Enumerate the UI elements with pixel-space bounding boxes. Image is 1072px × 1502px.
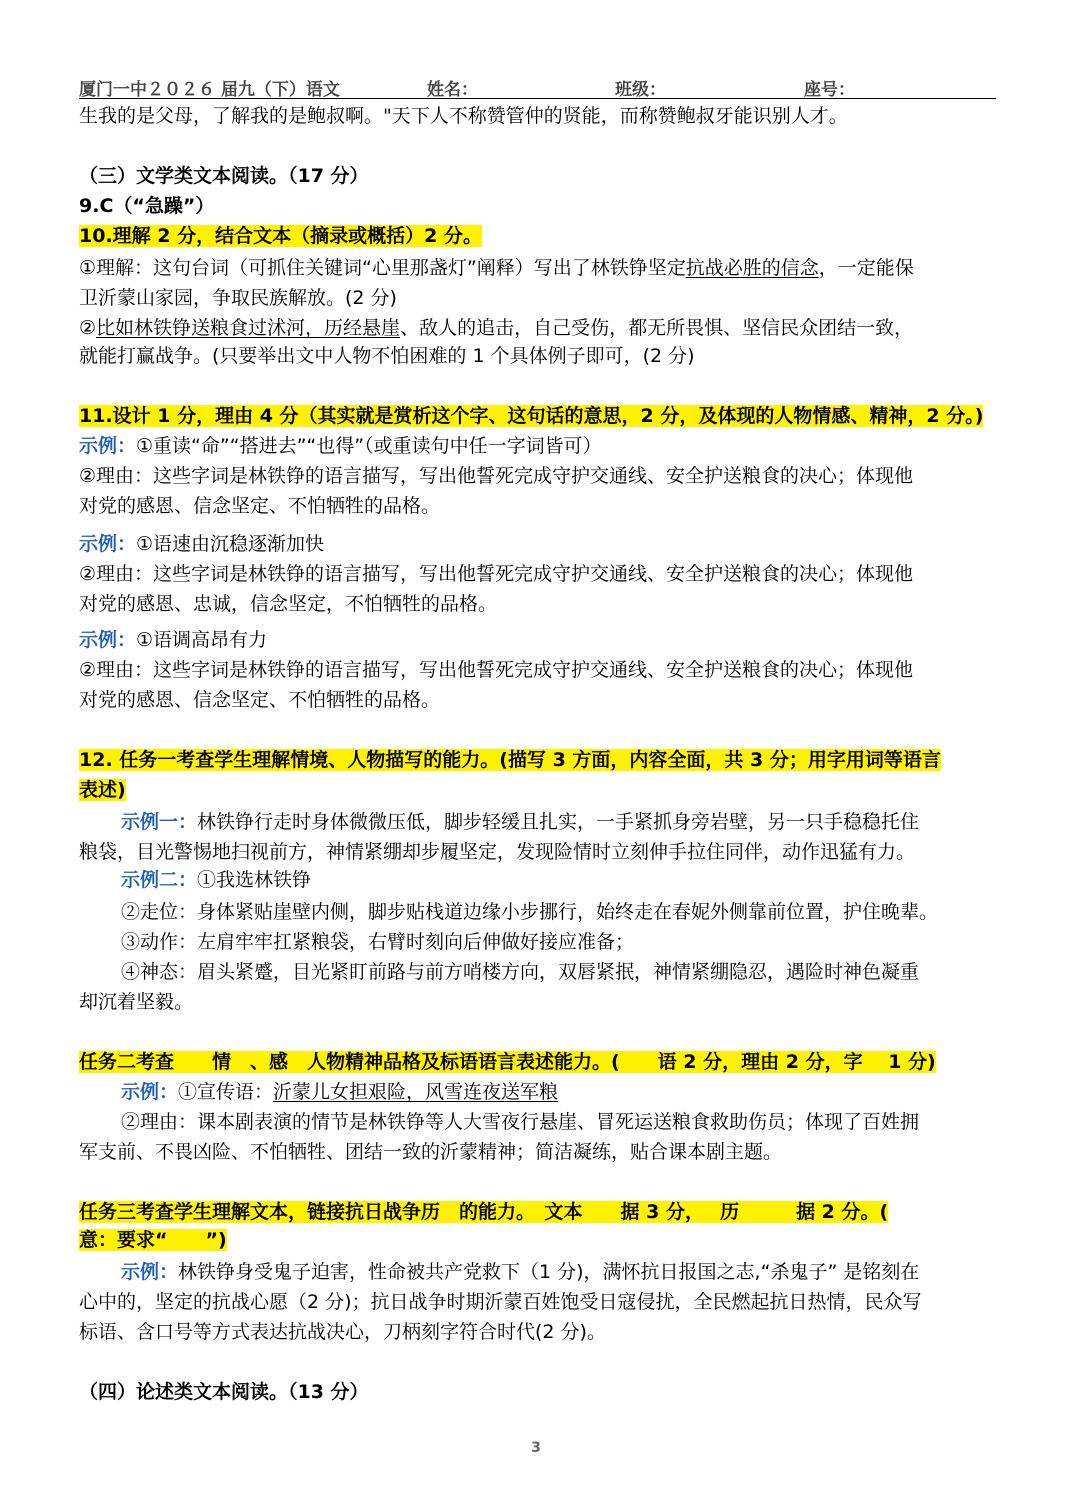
text-line: 生我的是父母，了解我的是鲍叔啊。"天下人不称赞管仲的贤能，而称赞鲍叔牙能识别人才。 (79, 105, 848, 127)
question-12-heading-a (79, 746, 996, 774)
q10-line-3 (79, 314, 996, 342)
example-label: 示例二： (121, 869, 198, 891)
text-segment: 林铁铮行走时身体微微压低，脚步轻缓且扎实，一手紧抓身旁岩壁，另一只手稳稳托住 (197, 811, 920, 833)
text-segment: ①理解：这句台词（可抓住关键词“心里那盏灯”阐释）写出了林铁铮坚定 (79, 257, 686, 279)
task-3-example-a (121, 1258, 996, 1286)
highlight: 12. 任务一考查学生理解情境、人物描写的能力。(描写 3 方面，内容全面，共 3 分；用字用词等语言 (79, 749, 941, 771)
text-segment: 、敌人的追击，自己受伤，都无所畏惧、坚信民众团结一致， (400, 317, 914, 339)
question-10-heading (79, 222, 996, 250)
example-label: 示例： (121, 1081, 179, 1103)
task-2-heading (79, 1048, 996, 1076)
text-segment: ①宣传语： (178, 1081, 274, 1103)
question-11-heading (79, 402, 996, 430)
q12-example-2e: 却沉着坚毅。 (79, 991, 194, 1013)
highlight: 10.理解 2 分，结合文本（摘录或概括）2 分。 (79, 225, 482, 247)
q11-example-2 (79, 530, 996, 558)
page-header (79, 74, 996, 99)
q12-example-2b: ②走位：身体紧贴崖壁内侧，脚步贴栈道边缘小步挪行，始终走在春妮外侧靠前位置，护住晚辈。 (121, 901, 939, 923)
q12-example-1b: 粮袋，目光警惕地扫视前方，神情紧绷却步履坚定，发现险情时立刻伸手拉住同伴，动作迅猛有力。 (79, 841, 916, 863)
highlight: 意：要求“ ”) (79, 1229, 227, 1251)
page-number: 3 (531, 1440, 541, 1456)
task-2-reason-a: ②理由：课本剧表演的情节是林铁铮等人大雪夜行悬崖、冒死运送粮食救助伤员；体现了百姓拥 (121, 1111, 920, 1133)
task-2-reason-b: 军支前、不畏凶险、不怕牺牲、团结一致的沂蒙精神；简洁凝练，贴合课本剧主题。 (79, 1141, 783, 1163)
q11-reason-3b: 对党的感恩、信念坚定、不怕牺牲的品格。 (79, 689, 441, 711)
q11-reason-2a: ②理由：这些字词是林铁铮的语言描写，写出他誓死完成守护交通线、安全护送粮食的决心；体现他 (79, 563, 914, 585)
q10-line-2: 卫沂蒙山家园，争取民族解放。(2 分) (79, 287, 397, 309)
question-12-heading-b (79, 776, 996, 804)
q11-example-3 (79, 626, 996, 654)
highlight: 任务三考查学生理解文本，链接抗日战争历 的能力。 文本 据 3 分， 历 据 2 分。( (79, 1201, 889, 1223)
task-3-heading-b (79, 1226, 996, 1254)
q11-reason-1a: ②理由：这些字词是林铁铮的语言描写，写出他誓死完成守护交通线、安全护送粮食的决心；体现他 (79, 465, 914, 487)
highlight: 表述) (79, 779, 126, 801)
q11-example-1 (79, 432, 996, 460)
header-seat-label: 座号： (804, 80, 855, 100)
header-class-label: 班级： (615, 80, 666, 100)
underlined-text: 比如林铁铮送粮食过沭河，历经悬崖 (96, 317, 401, 339)
underlined-text: 沂蒙儿女担艰险，风雪连夜送军粮 (273, 1081, 559, 1103)
text-segment: ①语调高昂有力 (136, 629, 268, 651)
task-3-heading-a (79, 1198, 996, 1226)
q11-reason-2b: 对党的感恩、忠诚，信念坚定，不怕牺牲的品格。 (79, 593, 498, 615)
q11-reason-1b: 对党的感恩、信念坚定、不怕牺牲的品格。 (79, 495, 441, 517)
header-title: 厦门一中２０２６ 届九（下）语文 (79, 80, 340, 100)
answer-q9: 9.C（“急躁”） (79, 195, 215, 217)
task-3-example-b: 心中的，坚定的抗战心愿（2 分)；抗日战争时期沂蒙百姓饱受日寇侵扰，全民燃起抗日热情，民众写 (79, 1291, 922, 1313)
section-heading-4: （四）论述类文本阅读。（13 分） (79, 1381, 369, 1403)
underlined-text: 抗战必胜的信念 (685, 257, 819, 279)
text-segment: ①语速由沉稳逐渐加快 (136, 533, 325, 555)
q12-example-2a (121, 866, 996, 894)
example-label: 示例： (121, 1261, 179, 1283)
example-label: 示例： (79, 629, 137, 651)
task-2-example (121, 1078, 996, 1106)
task-3-example-c: 标语、含口号等方式表达抗战决心，刀柄刻字符合时代(2 分)。 (79, 1321, 606, 1343)
section-heading-3: （三）文学类文本阅读。（17 分） (79, 165, 369, 187)
example-label: 示例一： (121, 811, 198, 833)
text-segment: ①我选林铁铮 (197, 869, 312, 891)
q12-example-1a (121, 808, 996, 836)
q12-example-2d: ④神态：眉头紧蹙，目光紧盯前路与前方哨楼方向，双唇紧抿，神情紧绷隐忍，遇险时神色凝重 (121, 961, 920, 983)
text-segment: ①重读“命”“搭进去”“也得”（或重读句中任一字词皆可） (136, 435, 602, 457)
highlight: 11.设计 1 分，理由 4 分（其实就是赏析这个字、这句话的意思，2 分，及体现的人物情感、精神，2 分。) (79, 405, 984, 427)
text-segment: ，一定能保 (818, 257, 914, 279)
header-name-label: 姓名： (427, 80, 478, 100)
text-segment: 林铁铮身受鬼子迫害，性命被共产党救下（1 分)，满怀抗日报国之志,“杀鬼子” 是铭刻在 (178, 1261, 920, 1283)
q11-reason-3a: ②理由：这些字词是林铁铮的语言描写，写出他誓死完成守护交通线、安全护送粮食的决心；体现他 (79, 659, 914, 681)
text-segment: ② (79, 317, 97, 339)
example-label: 示例： (79, 533, 137, 555)
q10-line-1 (79, 254, 996, 282)
example-label: 示例： (79, 435, 137, 457)
highlight: 任务二考查 情 、感 人物精神品格及标语语言表述能力。( 语 2 分，理由 2 分，字 1 分) (79, 1051, 936, 1073)
q10-line-4: 就能打赢战争。(只要举出文中人物不怕困难的 1 个具体例子即可，(2 分) (79, 345, 695, 367)
q12-example-2c: ③动作：左肩牢牢扛紧粮袋，右臂时刻向后伸做好接应准备； (121, 931, 635, 953)
